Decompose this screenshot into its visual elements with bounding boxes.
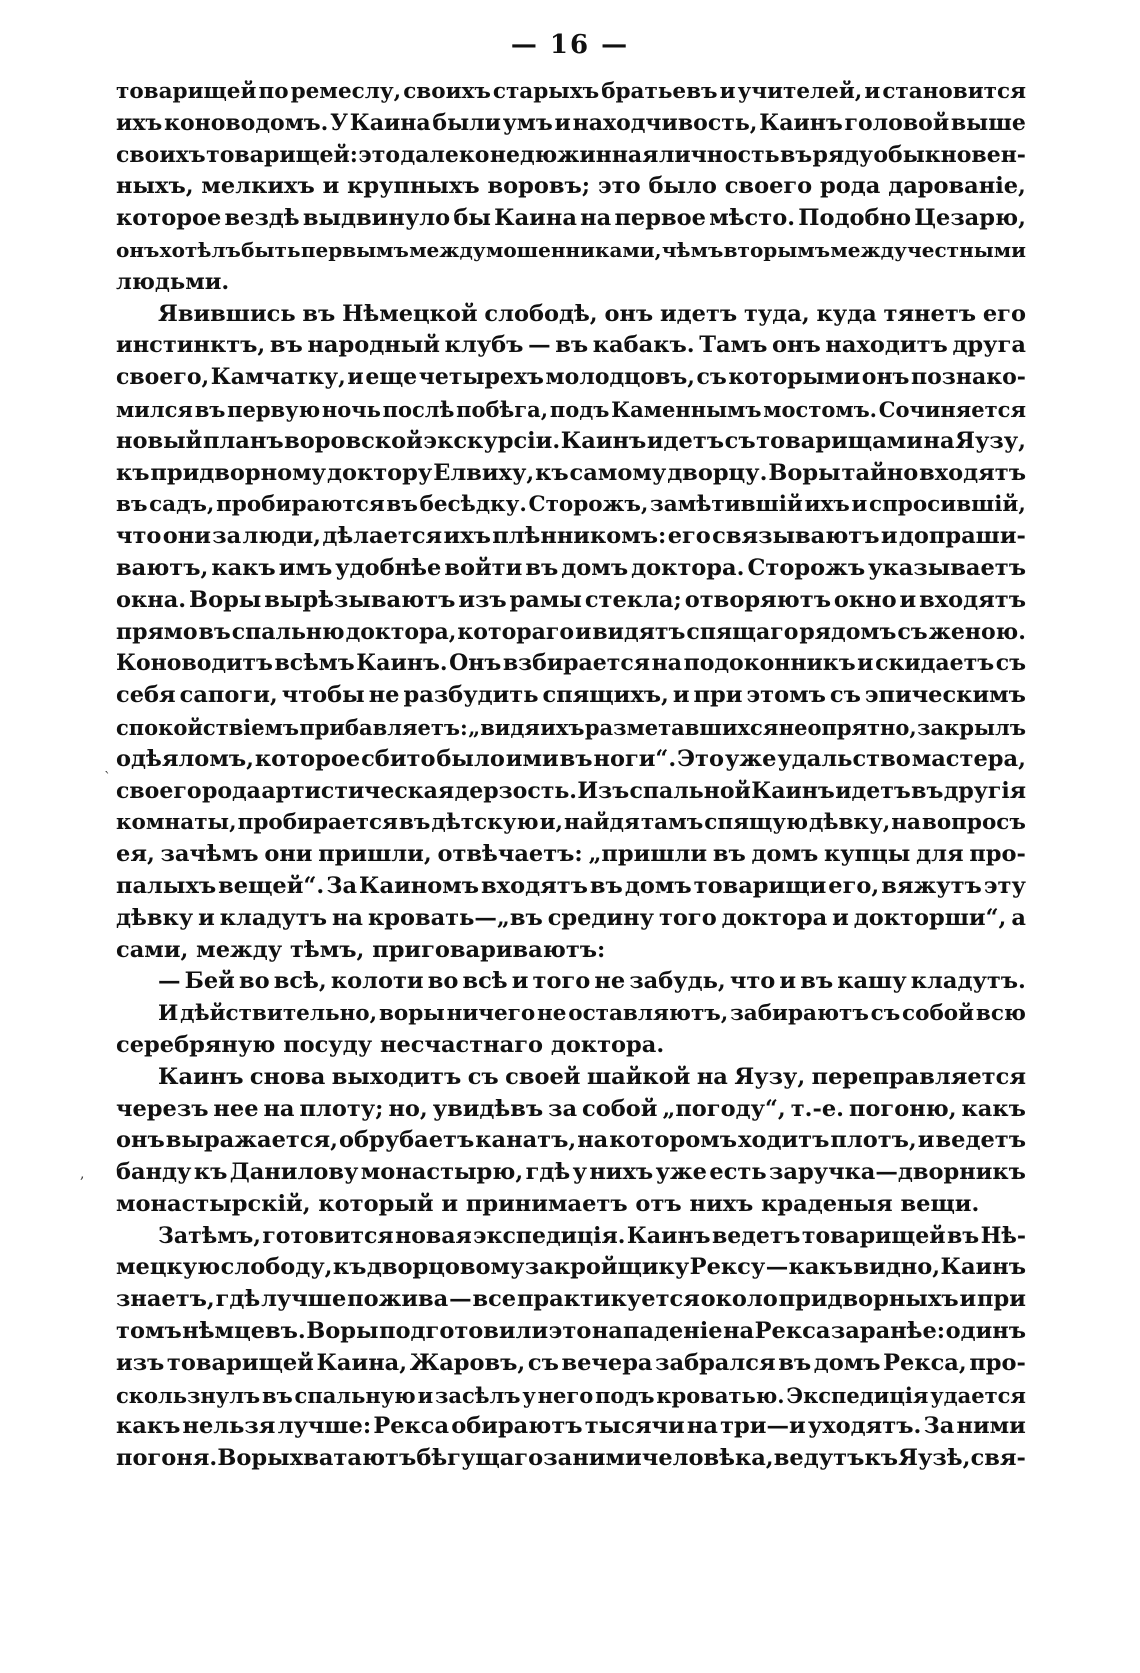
text-line: — Бей во всѣ, колоти во всѣ и того не забудь, что и въ кашу кладутъ.	[158, 968, 1026, 995]
text-line: новый планъ воровской экскурсіи. Каинъ идетъ съ товарищами на Яузу,	[116, 427, 1026, 454]
text-line: палыхъ вещей“. За Каиномъ входятъ въ домъ товарищи его, вяжутъ эту	[116, 872, 1026, 899]
text-line: знаетъ, гдѣ лучше пожива — все практикуется около придворныхъ и при	[116, 1286, 1026, 1313]
text-line: скользнулъ въ спальную и засѣлъ у него подъ кроватью. Экспедиція удается	[116, 1382, 1026, 1408]
text-line: спокойствіемъ прибавляетъ: „видя ихъ разметавшихся неопрятно, закрылъ	[116, 714, 1026, 740]
text-line: сами, между тѣмъ, приговариваютъ:	[116, 936, 606, 963]
page-number: — 16 —	[510, 30, 630, 60]
text-line: черезъ нее на плоту; но, увидѣвъ за собой „погоду“, т.-е. погоню, какъ	[116, 1095, 1026, 1122]
text-line: Явившись въ Нѣмецкой слободѣ, онъ идетъ туда, куда тянетъ его	[158, 300, 1026, 327]
text-line: изъ товарищей Каина, Жаровъ, съ вечера забрался въ домъ Рекса, про-	[116, 1349, 1026, 1376]
text-line: томъ нѣмцевъ. Воры подготовили это нападеніе на Рекса заранѣе: одинъ	[116, 1318, 1026, 1345]
text-line: своего, Камчатку, и еще четырехъ молодцовъ, съ которыми онъ познако-	[116, 364, 1026, 391]
text-line: ихъ коноводомъ. У Каина были умъ и находчивость, Каинъ головой выше	[116, 109, 1026, 136]
text-line: Каинъ снова выходитъ съ своей шайкой на Яузу, переправляется	[158, 1063, 1026, 1090]
text-line: своихъ товарищей: это далеко недюжинная личность въ ряду обыкновен-	[116, 141, 1026, 168]
text-line: окна. Воры вырѣзываютъ изъ рамы стекла; отворяютъ окно и входятъ	[116, 586, 1026, 613]
text-line: одѣяломъ, которое сбито было ими въ ноги“. Это уже удальство мастера,	[116, 745, 1026, 772]
text-line: инстинктъ, въ народный клубъ — въ кабакъ. Тамъ онъ находитъ друга	[116, 332, 1026, 359]
scan-speck: ,	[80, 1166, 85, 1182]
text-line: мецкую слободу, къ дворцовому закройщику Рексу — какъ видно, Каинъ	[116, 1254, 1026, 1281]
text-line: ваютъ, какъ имъ удобнѣе войти въ домъ доктора. Сторожъ указываетъ	[116, 554, 1026, 581]
text-line: монастырскій, который и принимаетъ отъ нихъ краденыя вещи.	[116, 1190, 980, 1217]
text-line: онъ хотѣлъ быть первымъ между мошенниками, чѣмъ вторымъ между честными	[116, 237, 1026, 262]
text-line: въ садъ, пробираются въ бесѣдку. Сторожъ, замѣтившій ихъ и спросившій,	[116, 492, 1026, 518]
text-line: товарищей по ремеслу, своихъ старыхъ братьевъ и учителей, и становится	[116, 79, 1026, 104]
text-line: прямо въ спальню доктора, котораго и видятъ спящаго рядомъ съ женою.	[116, 618, 1026, 645]
text-line: къ придворному доктору Елвиху, къ самому дворцу. Воры тайно входятъ	[116, 459, 1026, 486]
text-line: И дѣйствительно, воры ничего не оставляютъ, забираютъ съ собой всю	[158, 1001, 1026, 1027]
scan-speck: `	[104, 770, 111, 786]
text-line: ныхъ, мелкихъ и крупныхъ воровъ; это было своего рода дарованіе,	[116, 173, 1026, 200]
text-line: комнаты, пробирается въ дѣтскую и, найдя тамъ спящую дѣвку, на вопросъ	[116, 810, 1026, 836]
text-line: погоня. Воры хватаютъ бѣгущаго за ними человѣка, ведутъ къ Яузѣ, свя-	[116, 1445, 1026, 1472]
text-line: Коноводитъ всѣмъ Каинъ. Онъ взбирается на подоконникъ и скидаетъ съ	[116, 650, 1026, 677]
text-line: которое вездѣ выдвинуло бы Каина на первое мѣсто. Подобно Цезарю,	[116, 205, 1026, 232]
text-line: ея, зачѣмъ они пришли, отвѣчаетъ: „пришли въ домъ купцы для про-	[116, 841, 1026, 868]
text-line: банду къ Данилову монастырю, гдѣ у нихъ уже есть заручка—дворникъ	[116, 1159, 1026, 1186]
text-line: что они за люди, дѣлается ихъ плѣнникомъ: его связываютъ и допраши-	[116, 523, 1026, 550]
text-line: Затѣмъ, готовится новая экспедиція. Каинъ ведетъ товарищей въ Нѣ-	[158, 1222, 1026, 1249]
text-line: дѣвку и кладутъ на кровать—„въ средину того доктора и докторши“, а	[116, 904, 1026, 931]
text-line: какъ нельзя лучше: Рекса обираютъ тысячи на три—и уходятъ. За ними	[116, 1413, 1026, 1440]
text-line: онъ выражается, обрубаетъ канатъ, на которомъ ходитъ плотъ, и ведетъ	[116, 1127, 1026, 1154]
text-line: людьми.	[116, 268, 230, 295]
body-text	[116, 76, 1026, 1475]
text-line: своего рода артистическая дерзость. Изъ спальной Каинъ идетъ въ другія	[116, 777, 1026, 804]
text-line: мился въ первую ночь послѣ побѣга, подъ Каменнымъ мостомъ. Сочиняется	[116, 396, 1026, 422]
text-line: себя сапоги, чтобы не разбудить спящихъ, и при этомъ съ эпическимъ	[116, 682, 1026, 709]
text-line: серебряную посуду несчастнаго доктора.	[116, 1031, 665, 1058]
